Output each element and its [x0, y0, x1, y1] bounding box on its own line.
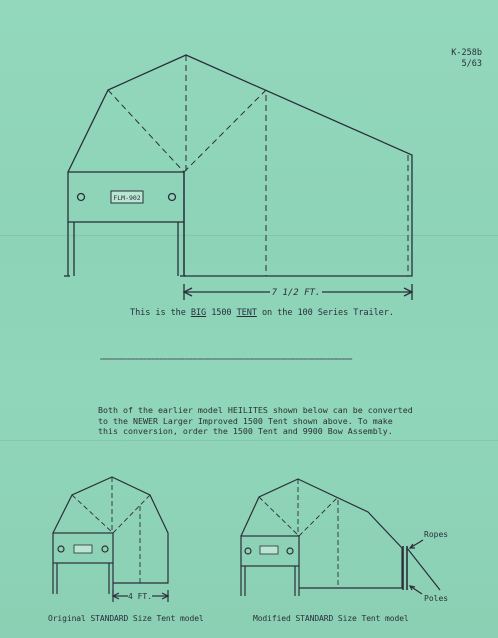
paragraph-line: this conversion, order the 1500 Tent and 9900 Bow Assembly. — [98, 426, 393, 436]
top-caption: This is the BIG 1500 TENT on the 100 Series Trailer. — [130, 308, 394, 318]
doc-number: K-258b — [451, 48, 482, 58]
small-plate-left — [74, 545, 92, 553]
conversion-paragraph — [98, 405, 428, 437]
big-tent-drawing — [64, 55, 412, 300]
original-tent-drawing — [53, 477, 168, 602]
poles-label: Poles — [424, 594, 449, 603]
original-caption: Original STANDARD Size Tent model — [48, 614, 204, 623]
trailer-light-left — [78, 194, 85, 201]
plate-text: FLM-902 — [113, 194, 141, 202]
small-plate-right — [260, 546, 278, 554]
trailer-light-right — [169, 194, 176, 201]
separator-line: ============================================================================================= — [100, 357, 353, 363]
paragraph-line: Both of the earlier model HEILITES shown below can be converted — [98, 405, 413, 415]
paragraph-line: to the NEWER Larger Improved 1500 Tent shown above. To make — [98, 415, 393, 426]
doc-date: 5/63 — [461, 59, 482, 69]
dimension-label: 7 1/2 FT. — [271, 288, 321, 298]
ropes-label: Ropes — [424, 530, 449, 539]
modified-caption: Modified STANDARD Size Tent model — [253, 614, 409, 623]
small-dimension-label: 4 FT. — [127, 592, 153, 601]
modified-tent-drawing — [241, 479, 440, 596]
